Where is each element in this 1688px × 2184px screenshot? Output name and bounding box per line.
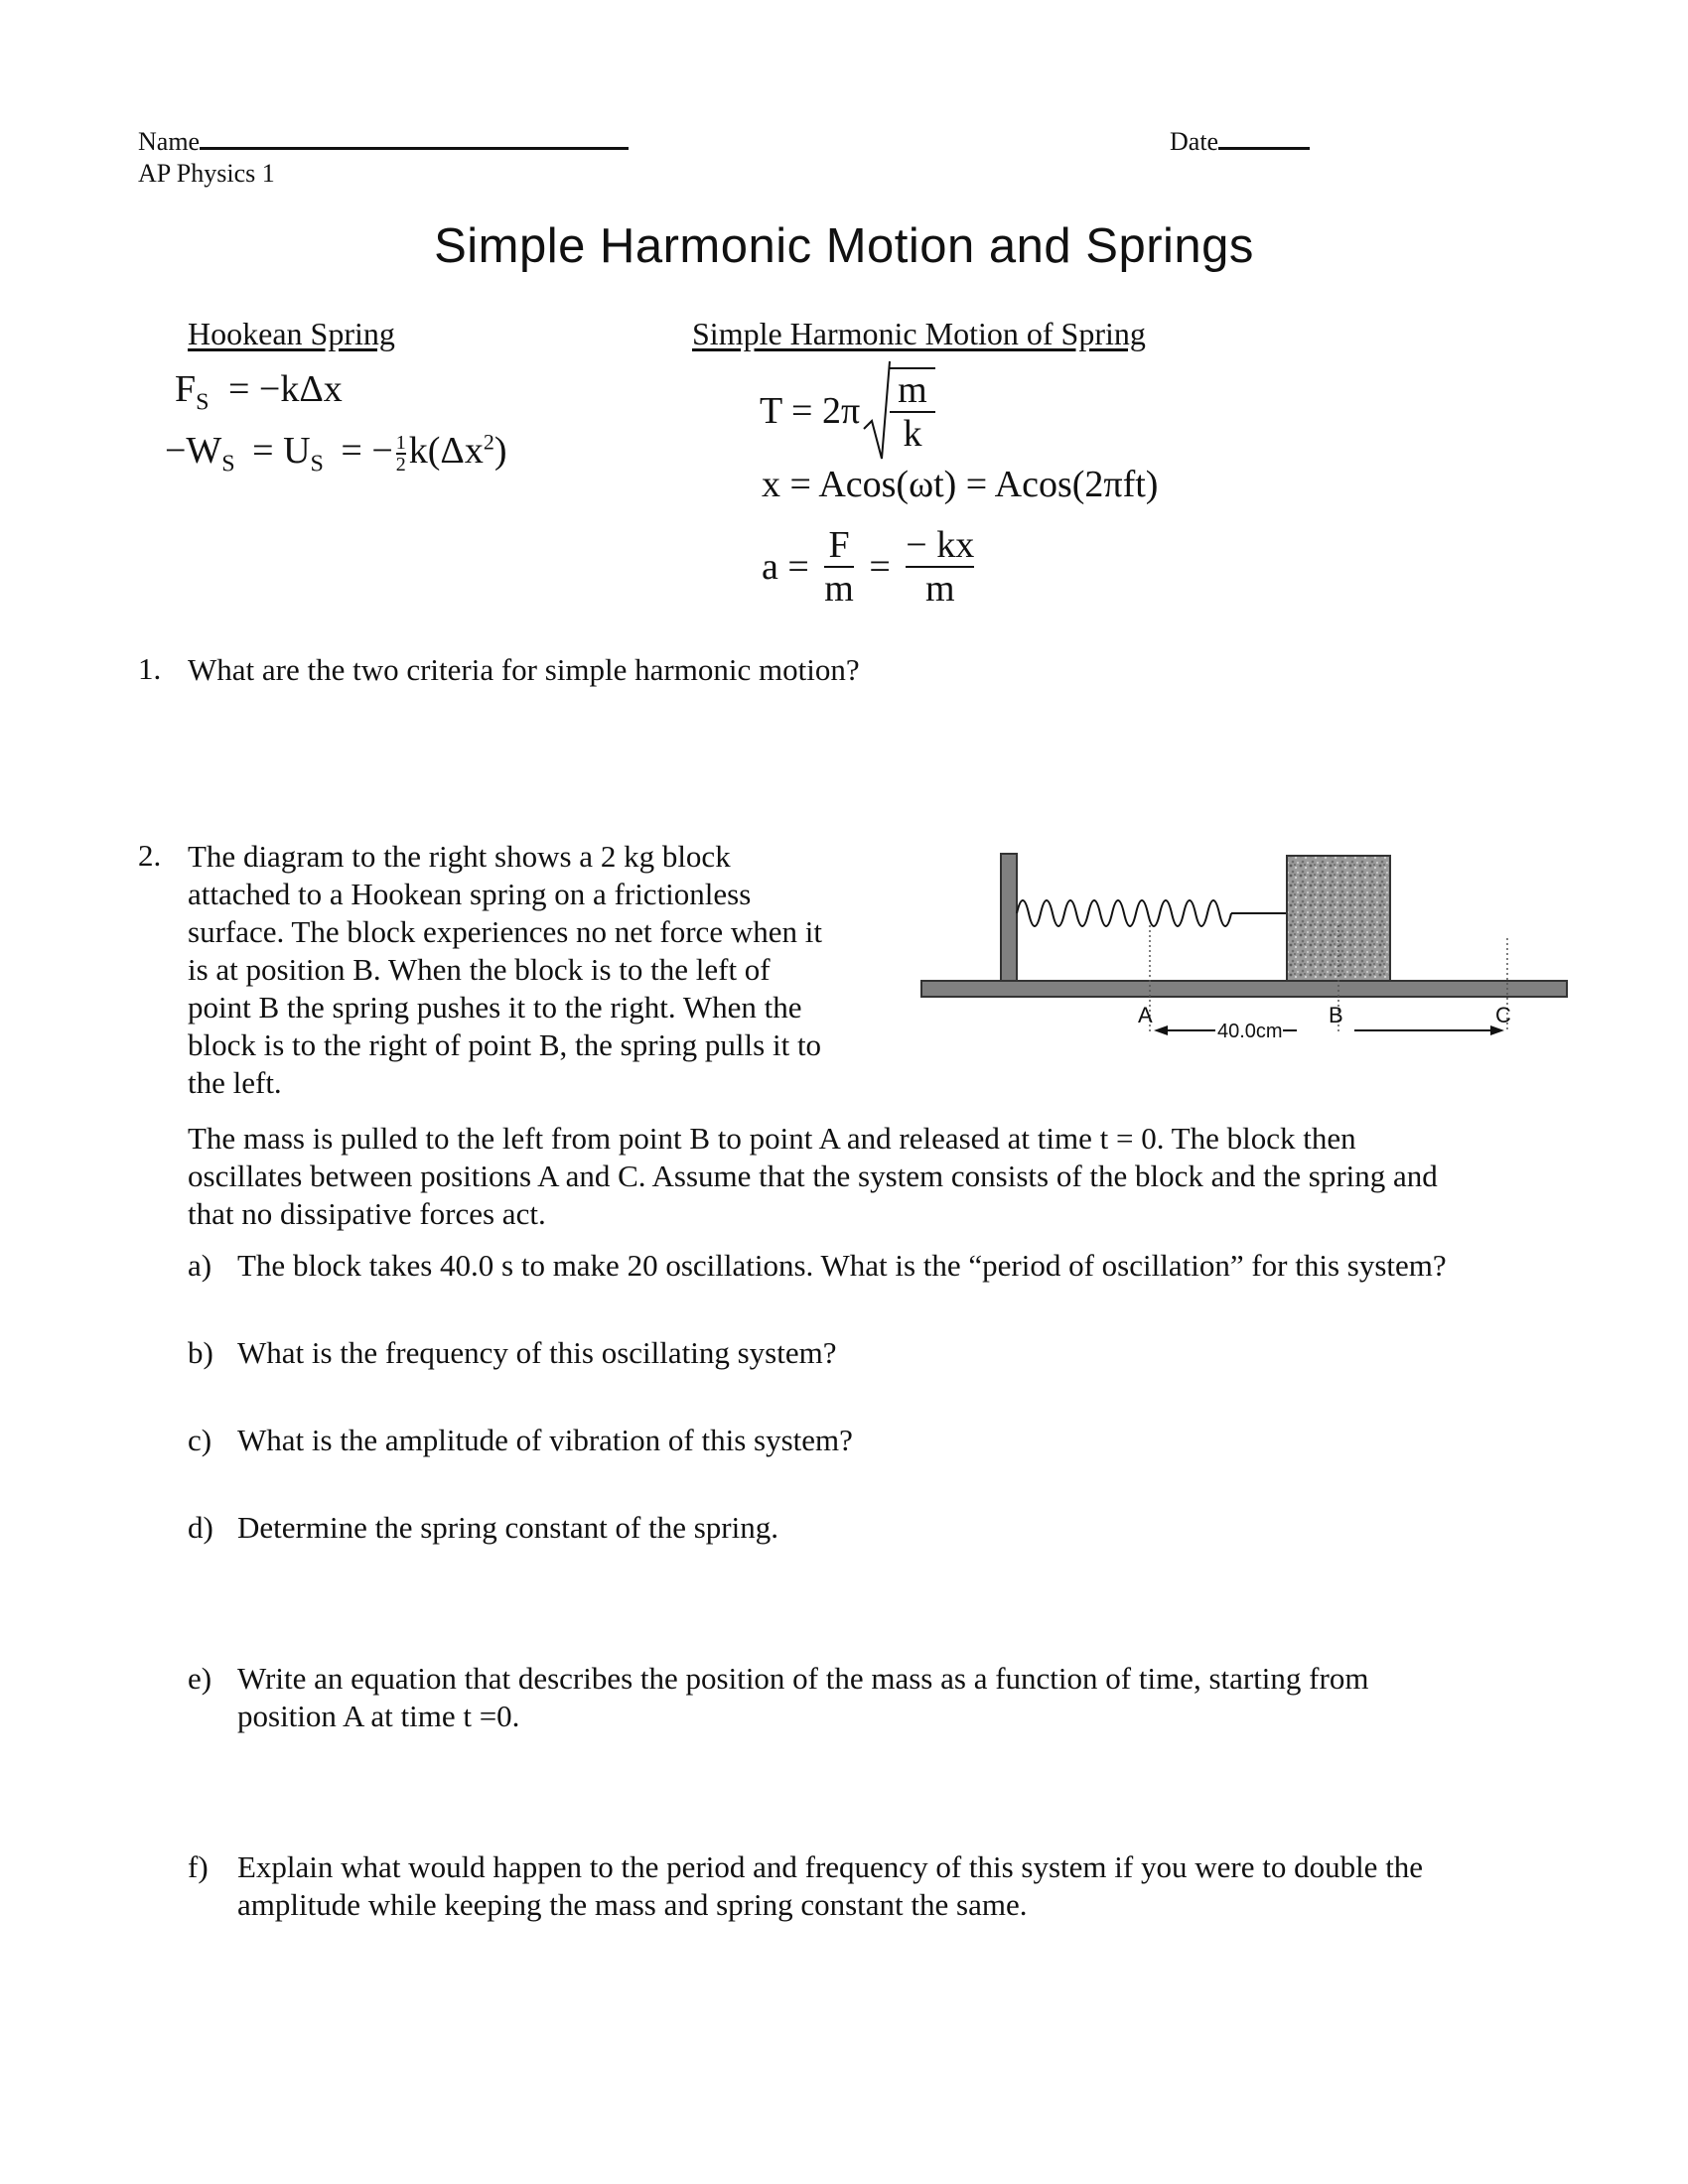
surface [921,981,1567,997]
page-title: Simple Harmonic Motion and Springs [434,219,1254,273]
part-a-text: The block takes 40.0 s to make 20 oscillations. What is the “period of oscillation” for this system? [237,1248,1447,1283]
acceleration-formula: a = $\frac{F}{m}$ = $\frac{- kx}{m}$ [762,524,975,610]
name-field [138,127,629,157]
hooke-law-formula: $F_S = -k\Delta x$ [175,368,343,416]
date-blank[interactable] [1218,145,1310,150]
part-c-text: What is the amplitude of vibration of this system? [237,1423,853,1457]
position-formula: x = Acos(ωt) = Acos(2πft) [762,464,1159,505]
question-2-setup: The mass is pulled to the left from point B to point A and released at time t = 0. The block then oscillates between positions A and C. Assume that the system consists of the block and the spring and that no dissipative forces act. [188,1121,1438,1231]
part-f-label: f) [188,1849,209,1884]
spring-block-diagram [912,844,1577,1062]
question-2-intro: The diagram to the right shows a 2 kg block attached to a Hookean spring on a frictionless surface. The block experiences no net force when it is at position B. When the block is to the left of point B the spring pushes it to the right. When the block is to the right of point B, the spring pulls it to the left. [188,839,822,1100]
spring-energy-formula: $-W_S = U_S$ = − $\frac{1}{2}$ $k(\Delta x^2)$ [165,429,507,478]
question-1-number: 1. [138,651,162,686]
label-c: C [1495,1003,1511,1027]
block [1287,856,1390,981]
label-a: A [1138,1003,1153,1027]
part-b-text: What is the frequency of this oscillating system? [237,1335,837,1370]
part-b-label: b) [188,1335,213,1370]
date-field [1170,127,1310,157]
part-e-text: Write an equation that describes the position of the mass as a function of time, starting from position A at time t =0. [237,1661,1369,1733]
spring [1017,900,1287,926]
wall [1001,854,1017,989]
part-e-label: e) [188,1661,212,1696]
sqrt-symbol [862,359,892,463]
label-b: B [1329,1003,1343,1027]
part-f-text: Explain what would happen to the period and frequency of this system if you were to double the amplitude while keeping the mass and spring constant the same. [237,1849,1424,1922]
part-c-label: c) [188,1423,212,1457]
distance-label: 40.0cm [1217,1021,1283,1042]
period-formula: T = 2π $\frac{m}{k}$ [760,359,935,463]
date-label: Date [1170,127,1219,156]
hookean-heading: Hookean Spring [188,316,395,351]
part-d-text: Determine the spring constant of the spring. [237,1510,778,1545]
shm-heading: Simple Harmonic Motion of Spring [692,316,1146,351]
question-2-number: 2. [138,838,162,873]
part-d-label: d) [188,1510,213,1545]
course-name: AP Physics 1 [138,159,275,188]
name-label: Name [138,127,201,156]
part-a-label: a) [188,1248,212,1283]
question-1-text: What are the two criteria for simple harmonic motion? [188,652,860,687]
name-blank[interactable] [200,145,629,150]
